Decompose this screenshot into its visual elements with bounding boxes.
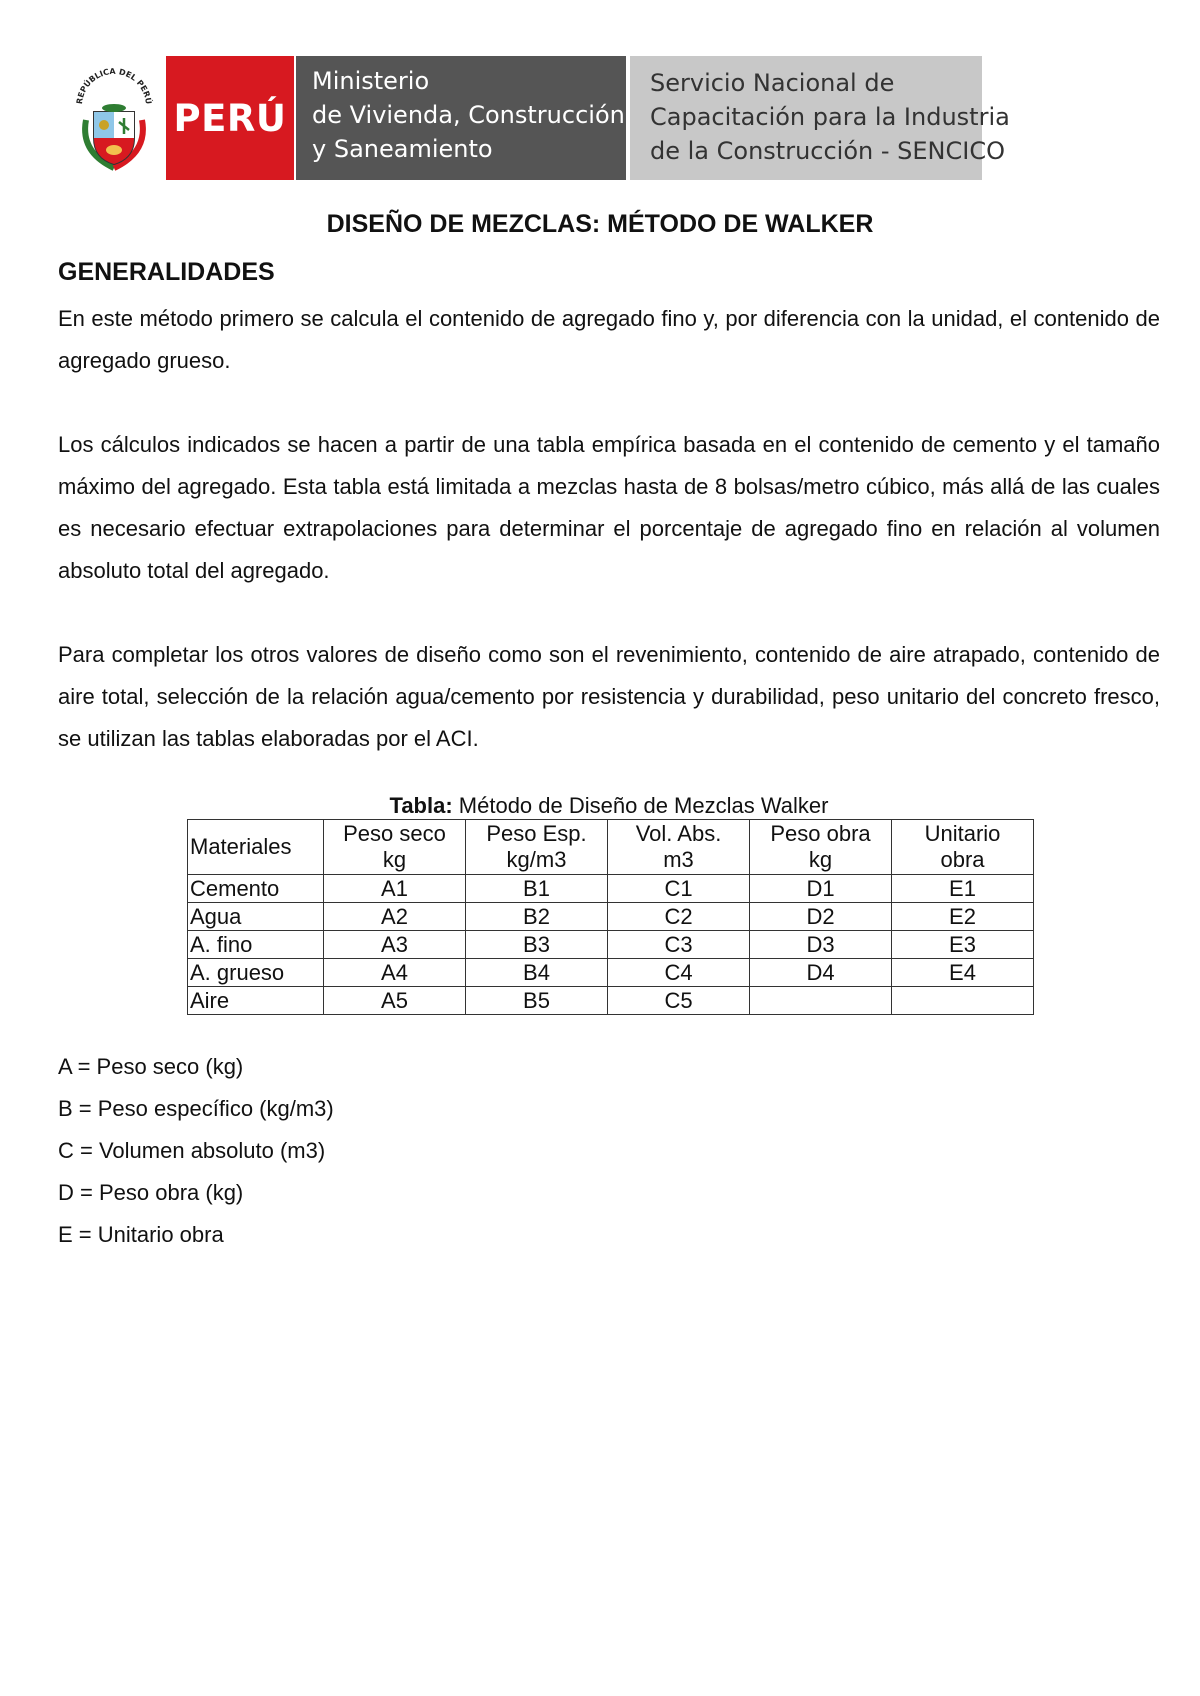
table-caption-text: Método de Diseño de Mezclas Walker — [452, 793, 829, 818]
table-caption — [0, 793, 1200, 819]
table-cell: Aire — [188, 987, 324, 1015]
header-vol-abs: Vol. Abs. m3 — [608, 820, 750, 875]
table-cell: A4 — [324, 959, 466, 987]
table-cell: A. grueso — [188, 959, 324, 987]
legend-item: B = Peso específico (kg/m3) — [58, 1096, 334, 1121]
table-cell: B3 — [466, 931, 608, 959]
sencico-brand-box — [630, 56, 1010, 180]
table-cell: B1 — [466, 875, 608, 903]
ministry-brand-box — [296, 56, 626, 180]
table-cell: Cemento — [188, 875, 324, 903]
sencico-line-1: Servicio Nacional de — [650, 69, 895, 97]
peru-coat-of-arms-icon — [72, 60, 156, 176]
ministry-line-3: y Saneamiento — [312, 135, 493, 163]
document-title: DISEÑO DE MEZCLAS: MÉTODO DE WALKER — [326, 210, 874, 238]
table-cell: E3 — [892, 931, 1034, 959]
table-cell: E2 — [892, 903, 1034, 931]
table-cell: E4 — [892, 959, 1034, 987]
table-cell: A. fino — [188, 931, 324, 959]
table-cell: B2 — [466, 903, 608, 931]
table-cell: A2 — [324, 903, 466, 931]
header-peso-seco: Peso seco kg — [324, 820, 466, 875]
walker-mix-table — [187, 819, 1034, 1015]
table-cell: C2 — [608, 903, 750, 931]
header-peso-esp: Peso Esp. kg/m3 — [466, 820, 608, 875]
table-header-row — [188, 820, 1034, 875]
table-cell: A1 — [324, 875, 466, 903]
ministry-line-1: Ministerio — [312, 67, 430, 95]
table-cell: A3 — [324, 931, 466, 959]
paragraph-3: Para completar los otros valores de diseño como son el revenimiento, contenido de aire atrapado, contenido de aire total, selección de la relación agua/cemento por resistencia y durabilidad, peso unitario del concreto fresco, se utilizan las tablas elaboradas por el ACI. — [58, 642, 1160, 751]
table-cell — [750, 987, 892, 1015]
table-row — [188, 959, 1034, 987]
legend-item: D = Peso obra (kg) — [58, 1180, 244, 1205]
legend-item: E = Unitario obra — [58, 1222, 224, 1247]
table-cell: B4 — [466, 959, 608, 987]
table-caption-label: Tabla: — [389, 793, 453, 818]
table-cell: D3 — [750, 931, 892, 959]
table-cell: D4 — [750, 959, 892, 987]
table-row — [188, 903, 1034, 931]
table-cell: D2 — [750, 903, 892, 931]
ministry-line-2: de Vivienda, Construcción — [312, 101, 625, 129]
paragraph-1: En este método primero se calcula el contenido de agregado fino y, por diferencia con la unidad, el contenido de agregado grueso. — [58, 306, 1160, 373]
table-cell — [892, 987, 1034, 1015]
legend-item: A = Peso seco (kg) — [58, 1054, 244, 1079]
header-peso-obra: Peso obra kg — [750, 820, 892, 875]
svg-text:REPÚBLICA DEL PERÚ — [75, 67, 155, 105]
table-cell: B5 — [466, 987, 608, 1015]
sencico-line-3: de la Construcción - SENCICO — [650, 137, 1005, 165]
peru-label: PERÚ — [173, 96, 287, 140]
section-heading: GENERALIDADES — [58, 258, 275, 286]
paragraph-2: Los cálculos indicados se hacen a partir de una tabla empírica basada en el contenido de cemento y el tamaño máximo del agregado. Esta tabla está limitada a mezclas hasta de 8 bolsas/metro cúbico, más allá de las cuales es necesario efectuar extrapolaciones para determinar el porcentaje de agregado fino en relación al volumen absoluto total del agregado. — [58, 432, 1160, 583]
table-row — [188, 875, 1034, 903]
header-unitario-obra: Unitario obra — [892, 820, 1034, 875]
table-cell: E1 — [892, 875, 1034, 903]
table-cell: C1 — [608, 875, 750, 903]
table-cell: Agua — [188, 903, 324, 931]
legend-item: C = Volumen absoluto (m3) — [58, 1138, 326, 1163]
institutional-header — [72, 56, 1010, 180]
table-cell: C3 — [608, 931, 750, 959]
seal-text: REPÚBLICA DEL PERÚ — [74, 66, 154, 105]
table-legend — [58, 1046, 334, 1256]
table-cell: C5 — [608, 987, 750, 1015]
table-cell: A5 — [324, 987, 466, 1015]
table-cell: C4 — [608, 959, 750, 987]
header-materiales: Materiales — [188, 820, 324, 875]
table-row — [188, 987, 1034, 1015]
table-cell: D1 — [750, 875, 892, 903]
table-row — [188, 931, 1034, 959]
peru-brand-box — [166, 56, 294, 180]
sencico-line-2: Capacitación para la Industria — [650, 103, 1010, 131]
